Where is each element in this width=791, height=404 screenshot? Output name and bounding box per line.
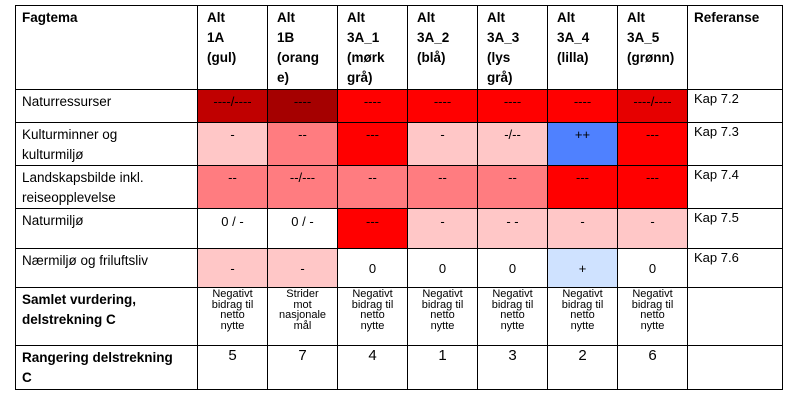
- row-label: Landskapsbilde inkl. reiseopplevelse: [16, 166, 198, 209]
- rangering-cell-1a: 5: [198, 346, 268, 390]
- cell-3a4: -: [548, 209, 618, 249]
- rangering-row: [16, 346, 783, 390]
- cell-1a: -: [198, 249, 268, 288]
- cell-3a3: -/--: [478, 123, 548, 166]
- rangering-label: Rangering delstrekning C: [16, 346, 198, 390]
- header-row: [16, 6, 783, 90]
- cell-3a4: ---: [548, 166, 618, 209]
- samlet-row: [16, 288, 783, 346]
- cell-3a3: --: [478, 166, 548, 209]
- row-reference: Kap 7.4: [688, 166, 783, 209]
- cell-3a2: --: [408, 166, 478, 209]
- row-reference: Kap 7.6: [688, 249, 783, 288]
- cell-3a1: --: [338, 166, 408, 209]
- samlet-cell-1b: Strider mot nasjonale mål: [268, 288, 338, 346]
- cell-3a5: 0: [618, 249, 688, 288]
- table-row: [16, 166, 783, 209]
- table-row: [16, 90, 783, 123]
- cell-3a2: ----: [408, 90, 478, 123]
- cell-3a4: +: [548, 249, 618, 288]
- header-alt-3a5: Alt 3A_5 (grønn): [618, 6, 688, 90]
- samlet-label: Samlet vurdering, delstrekning C: [16, 288, 198, 346]
- row-reference: Kap 7.3: [688, 123, 783, 166]
- cell-1b: --: [268, 123, 338, 166]
- rangering-cell-3a4: 2: [548, 346, 618, 390]
- samlet-cell-1a: Negativt bidrag til netto nytte: [198, 288, 268, 346]
- header-alt-3a1: Alt 3A_1 (mørk grå): [338, 6, 408, 90]
- cell-1a: --: [198, 166, 268, 209]
- cell-1b: -: [268, 249, 338, 288]
- row-label: Nærmiljø og friluftsliv: [16, 249, 198, 288]
- cell-1a: 0 / -: [198, 209, 268, 249]
- header-fagtema: Fagtema: [16, 6, 198, 90]
- cell-3a5: -: [618, 209, 688, 249]
- cell-1b: 0 / -: [268, 209, 338, 249]
- header-alt-1a: Alt 1A (gul): [198, 6, 268, 90]
- cell-3a1: ---: [338, 123, 408, 166]
- cell-3a1: ----: [338, 90, 408, 123]
- header-alt-3a2: Alt 3A_2 (blå): [408, 6, 478, 90]
- header-alt-3a4: Alt 3A_4 (lilla): [548, 6, 618, 90]
- cell-3a5: ---: [618, 166, 688, 209]
- cell-3a3: 0: [478, 249, 548, 288]
- samlet-cell-3a3: Negativt bidrag til netto nytte: [478, 288, 548, 346]
- rangering-reference: [688, 346, 783, 390]
- cell-3a3: - -: [478, 209, 548, 249]
- cell-3a4: ----: [548, 90, 618, 123]
- rangering-cell-3a1: 4: [338, 346, 408, 390]
- table-row: [16, 123, 783, 166]
- row-label: Kulturminner og kulturmiljø: [16, 123, 198, 166]
- header-alt-1b: Alt 1B (orang e): [268, 6, 338, 90]
- cell-3a5: ----/----: [618, 90, 688, 123]
- samlet-cell-3a2: Negativt bidrag til netto nytte: [408, 288, 478, 346]
- header-referanse: Referanse: [688, 6, 783, 90]
- samlet-cell-3a4: Negativt bidrag til netto nytte: [548, 288, 618, 346]
- row-label: Naturressurser: [16, 90, 198, 123]
- header-alt-3a3: Alt 3A_3 (lys grå): [478, 6, 548, 90]
- row-reference: Kap 7.2: [688, 90, 783, 123]
- cell-3a3: ----: [478, 90, 548, 123]
- rangering-cell-3a2: 1: [408, 346, 478, 390]
- samlet-cell-3a1: Negativt bidrag til netto nytte: [338, 288, 408, 346]
- cell-3a2: -: [408, 123, 478, 166]
- cell-3a2: 0: [408, 249, 478, 288]
- cell-3a1: 0: [338, 249, 408, 288]
- rangering-cell-3a5: 6: [618, 346, 688, 390]
- samlet-reference: [688, 288, 783, 346]
- row-label: Naturmiljø: [16, 209, 198, 249]
- row-reference: Kap 7.5: [688, 209, 783, 249]
- cell-1a: ----/----: [198, 90, 268, 123]
- rangering-cell-3a3: 3: [478, 346, 548, 390]
- cell-1a: -: [198, 123, 268, 166]
- rangering-cell-1b: 7: [268, 346, 338, 390]
- table-row: [16, 249, 783, 288]
- samlet-cell-3a5: Negativt bidrag til netto nytte: [618, 288, 688, 346]
- cell-1b: ----: [268, 90, 338, 123]
- assessment-table: [15, 5, 783, 390]
- cell-3a1: ---: [338, 209, 408, 249]
- cell-3a4: ++: [548, 123, 618, 166]
- cell-1b: --/---: [268, 166, 338, 209]
- cell-3a2: -: [408, 209, 478, 249]
- cell-3a5: ---: [618, 123, 688, 166]
- table-row: [16, 209, 783, 249]
